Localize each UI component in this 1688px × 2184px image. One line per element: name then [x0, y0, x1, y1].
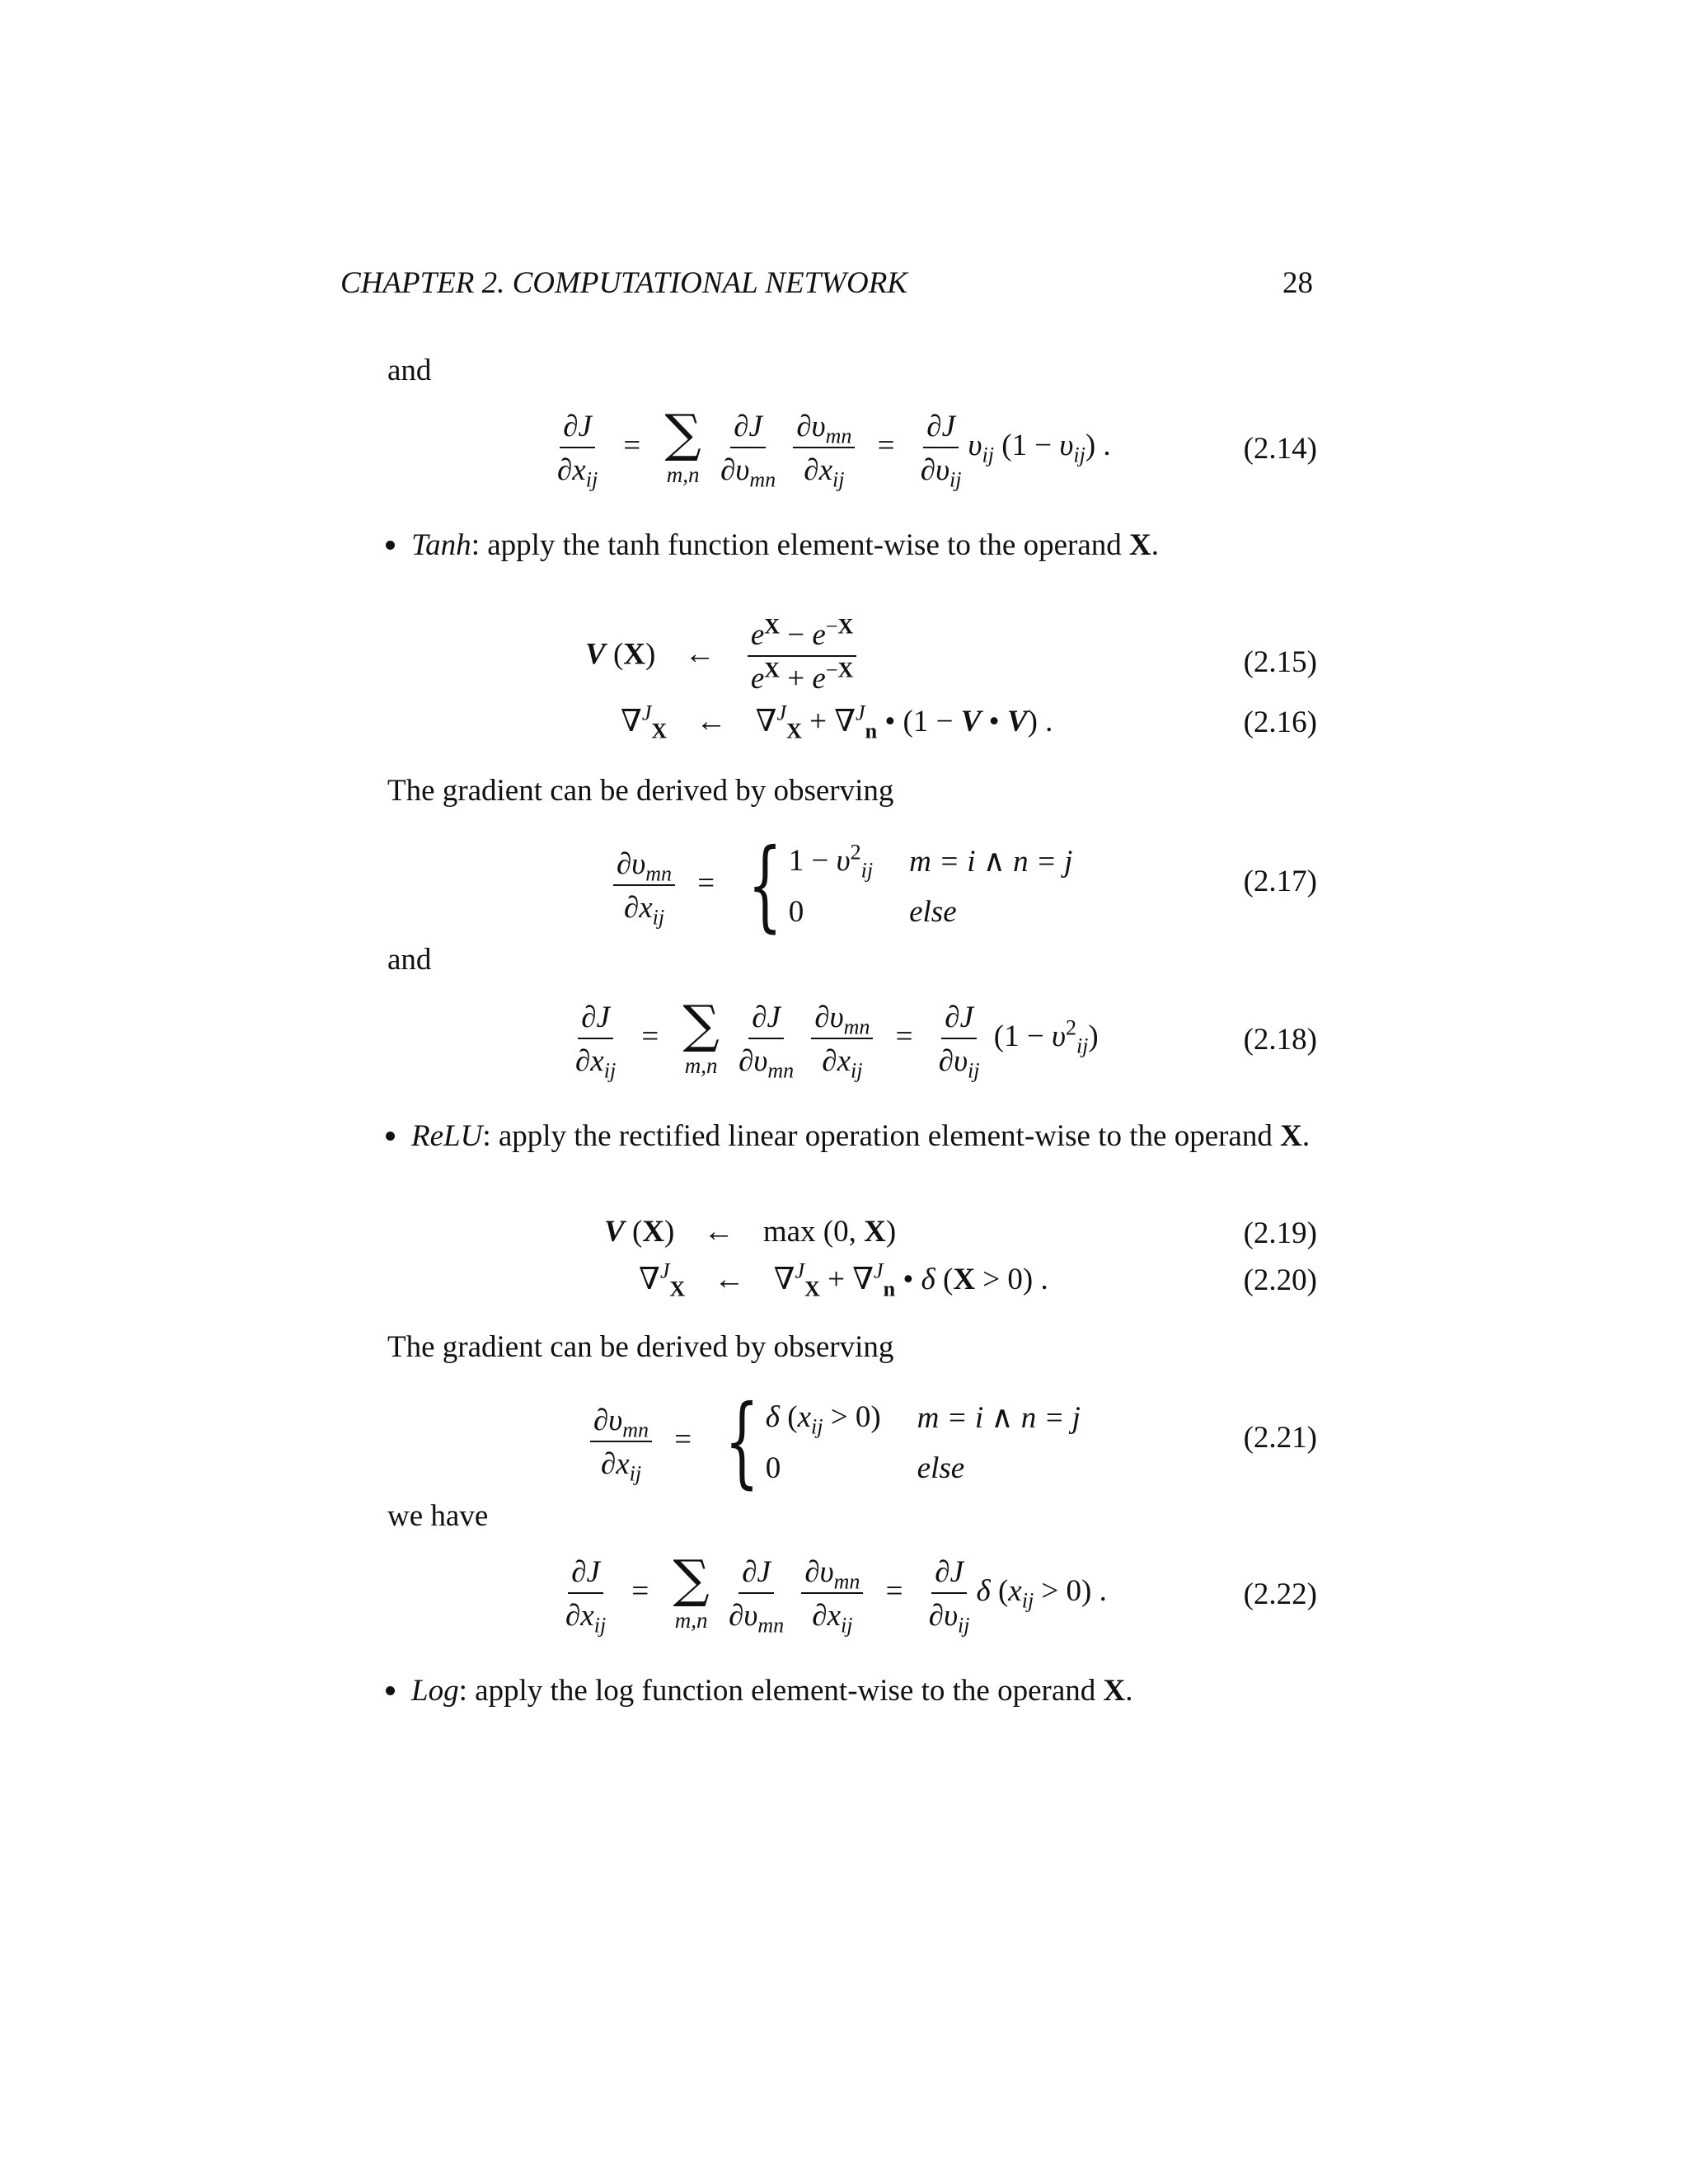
- paragraph-gradient-1: The gradient can be derived by observing: [387, 774, 894, 808]
- bullet-term: ReLU: [411, 1119, 483, 1153]
- page-number: 28: [1282, 266, 1313, 300]
- bullet-relu: ReLU: apply the rectified linear operation element-wise to the operand X.: [386, 1118, 1310, 1154]
- equation-number: (2.22): [1243, 1577, 1317, 1611]
- chapter-title: CHAPTER 2. COMPUTATIONAL NETWORK: [340, 266, 907, 300]
- paragraph-and-1: and: [387, 354, 432, 387]
- equation-number: (2.14): [1243, 432, 1317, 466]
- equation-2-15: V (X) ← $\frac{e^X - e^{-X}}{e^X + e^{-X}}$: [585, 620, 860, 694]
- equation-2-14: $\frac{\partial J}{\partial x_{ij}}$ = ∑ m,n $\frac{\partial J}{\partial\upsilon_{mn}}$ $\frac{\partial\upsilon_{mn}}{\partial x_{ij}}$ = $\frac{\partial J}{\partial\upsilon_{ij}}$ $\upsilon_{ij}$ $(1 - \upsilon_{ij})$ .: [557, 403, 1111, 491]
- equation-number: (2.17): [1243, 865, 1317, 898]
- equation-number: (2.21): [1243, 1421, 1317, 1455]
- bullet-log: Log: apply the log function element-wise to the operand X.: [386, 1673, 1132, 1708]
- equation-2-16: ∇$^J_X$ ← ∇$^J_X$ + ∇$^J_n$ • (1 − V • V) .: [621, 701, 1053, 743]
- equation-number: (2.20): [1243, 1263, 1317, 1297]
- bullet-term: Tanh: [411, 528, 471, 562]
- equation-2-17: $\frac{\partial\upsilon_{mn}}{\partial x_{ij}}$ = { $1 - \upsilon^2_{ij}$ m = i ∧ n = j 0 else: [610, 837, 1072, 935]
- equation-number: (2.19): [1243, 1216, 1317, 1250]
- equation-2-19: V (X) ← max (0, X): [604, 1215, 897, 1249]
- equation-number: (2.18): [1243, 1023, 1317, 1057]
- paragraph-we-have: we have: [387, 1499, 489, 1533]
- bullet-dot: [386, 1686, 395, 1695]
- paragraph-and-2: and: [387, 943, 432, 977]
- equation-number: (2.16): [1243, 705, 1317, 739]
- bullet-tanh: Tanh: apply the tanh function element-wise to the operand X.: [386, 527, 1159, 563]
- equation-number: (2.15): [1243, 645, 1317, 679]
- equation-2-18: $\frac{\partial J}{\partial x_{ij}}$ = ∑ m,n $\frac{\partial J}{\partial\upsilon_{mn}}$ $\frac{\partial\upsilon_{mn}}{\partial x_{ij}}$ = $\frac{\partial J}{\partial\upsilon_{ij}}$ $(1 - \upsilon^2_{ij})$: [575, 994, 1099, 1082]
- equation-2-21: $\frac{\partial\upsilon_{mn}}{\partial x_{ij}}$ = { δ $(x_{ij} > 0)$ m = i ∧ n = j 0 else: [587, 1393, 1081, 1492]
- running-head: [340, 265, 1313, 307]
- bullet-dot: [386, 541, 395, 550]
- equation-2-20: ∇$^J_X$ ← ∇$^J_X$ + ∇$^J_n$ • δ (X > 0) .: [639, 1258, 1048, 1301]
- equation-2-22: $\frac{\partial J}{\partial x_{ij}}$ = ∑ m,n $\frac{\partial J}{\partial\upsilon_{mn}}$ $\frac{\partial\upsilon_{mn}}{\partial x_{ij}}$ = $\frac{\partial J}{\partial\upsilon_{ij}}$ δ $(x_{ij} > 0)$ .: [565, 1549, 1107, 1637]
- paragraph-gradient-2: The gradient can be derived by observing: [387, 1330, 894, 1364]
- bullet-dot: [386, 1132, 395, 1141]
- bullet-term: Log: [411, 1674, 459, 1708]
